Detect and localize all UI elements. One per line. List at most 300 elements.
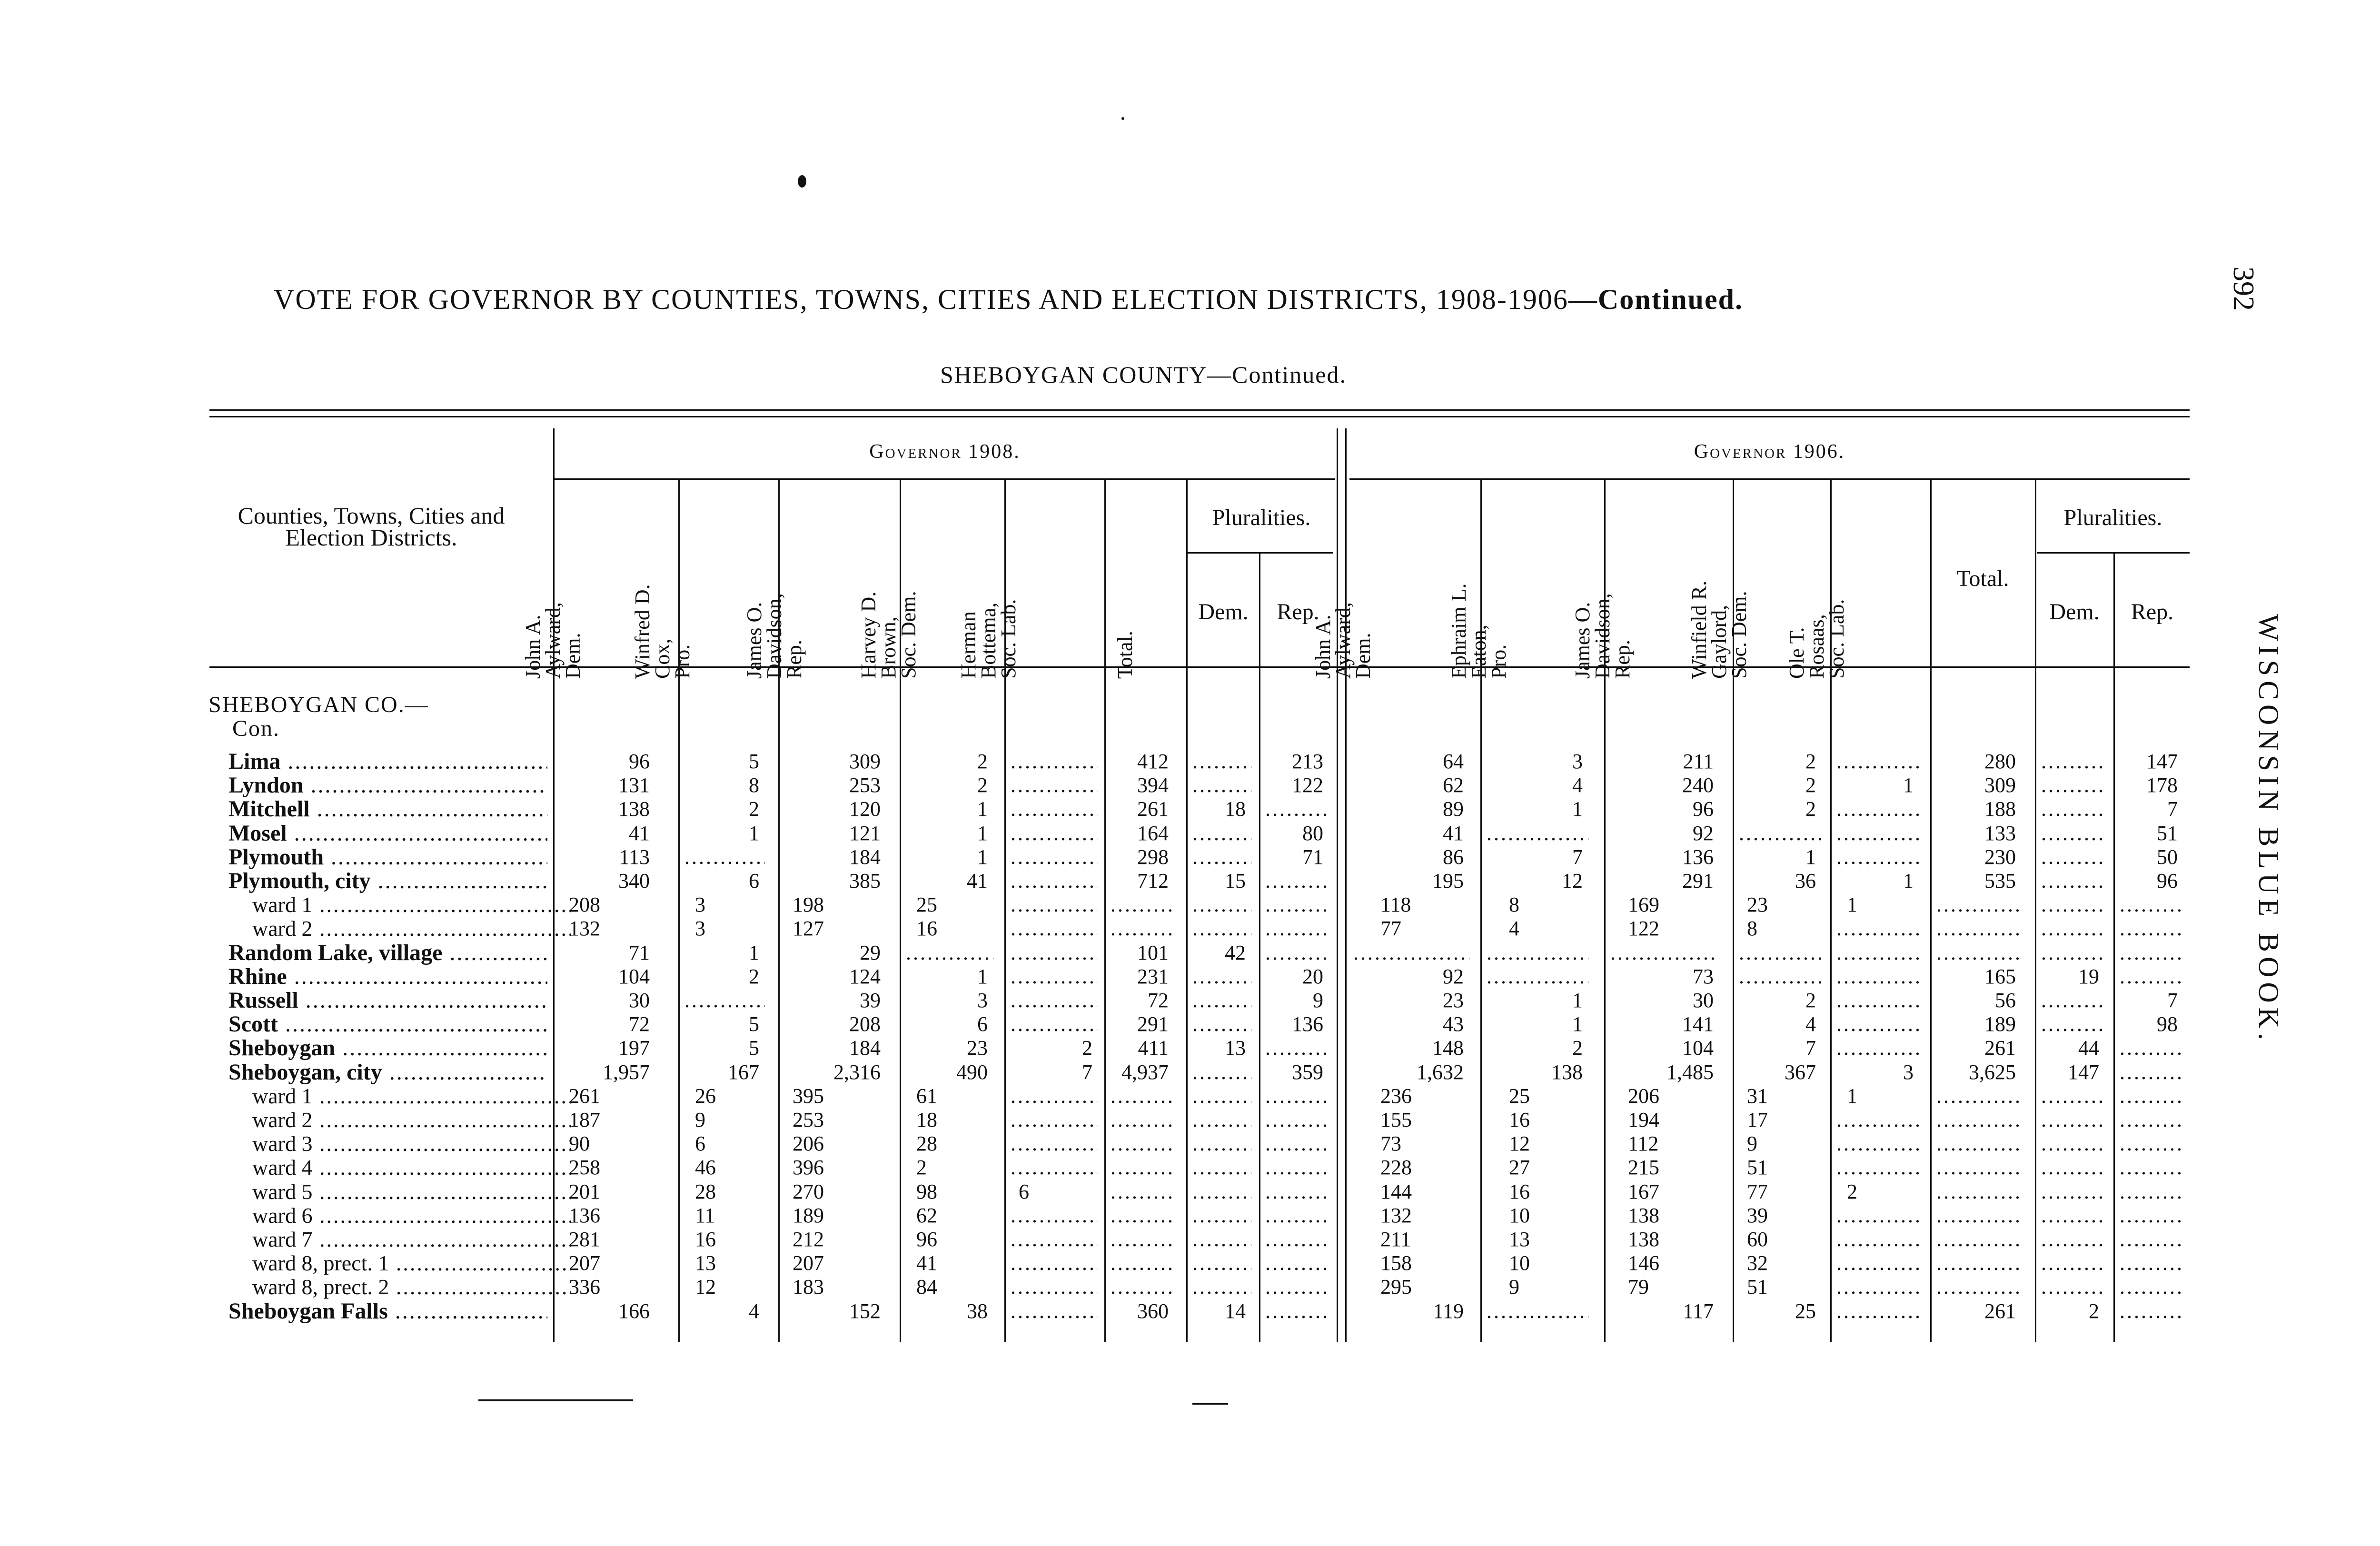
group-rule-1908 xyxy=(555,478,1335,480)
empty-leader-cell xyxy=(1011,797,1098,821)
vote-cell-1906: 73 xyxy=(1693,964,1714,988)
table-row xyxy=(0,797,2199,821)
empty-leader-cell xyxy=(2041,989,2105,1012)
vote-cell-1908: 253 xyxy=(793,1108,824,1131)
vote-cell-1908: 5 xyxy=(749,1012,759,1036)
vote-cell-1908: 207 xyxy=(793,1251,824,1275)
empty-leader-cell xyxy=(2120,1228,2183,1251)
vote-cell-1908: 8 xyxy=(749,773,759,797)
vote-cell-1906: 9 xyxy=(1747,1132,1757,1156)
empty-leader-cell xyxy=(2120,1156,2183,1179)
empty-leader-cell xyxy=(1265,1036,1329,1060)
table-row xyxy=(0,989,2199,1012)
vote-cell-1906: 51 xyxy=(1747,1275,1768,1299)
empty-leader-cell xyxy=(2041,917,2105,941)
empty-leader-cell xyxy=(1192,1251,1251,1275)
empty-leader-cell xyxy=(1192,917,1251,941)
empty-leader-cell xyxy=(1011,773,1098,797)
row-label: Plymouth, city ..... xyxy=(228,869,547,893)
empty-leader-cell xyxy=(1011,1108,1098,1132)
empty-leader-cell xyxy=(1836,1275,1919,1299)
vote-cell-1908: 29 xyxy=(860,941,881,964)
vote-cell-1906: 96 xyxy=(2157,869,2178,892)
vote-cell-1908: 258 xyxy=(569,1156,600,1179)
vote-cell-1908: 2 xyxy=(1082,1036,1092,1060)
empty-leader-cell xyxy=(1265,1108,1329,1132)
vote-cell-1906: 138 xyxy=(1551,1060,1583,1084)
vote-cell-1906: 309 xyxy=(1984,773,2016,797)
top-double-rule xyxy=(209,409,2190,411)
empty-leader-cell xyxy=(1011,1275,1098,1299)
vote-cell-1906: 64 xyxy=(1443,750,1464,773)
vote-cell-1906: 92 xyxy=(1443,964,1464,988)
vote-cell-1908: 28 xyxy=(695,1179,716,1203)
vote-cell-1908: 30 xyxy=(629,989,650,1012)
table-row xyxy=(0,1108,2199,1132)
vote-cell-1906: 215 xyxy=(1628,1156,1659,1179)
empty-leader-cell xyxy=(1265,917,1329,941)
empty-leader-cell xyxy=(1192,1228,1251,1251)
vote-cell-1908: 13 xyxy=(1225,1036,1246,1060)
vote-cell-1908: 16 xyxy=(695,1228,716,1251)
vote-cell-1908: 41 xyxy=(629,821,650,845)
vote-cell-1906: 144 xyxy=(1380,1179,1412,1203)
row-label: Random Lake, village ..... xyxy=(228,941,547,965)
table-row xyxy=(0,750,2199,773)
empty-leader-cell xyxy=(1836,1156,1919,1179)
empty-leader-cell xyxy=(1936,1180,2022,1204)
vote-cell-1908: 136 xyxy=(569,1203,600,1227)
empty-leader-cell xyxy=(1936,917,2022,941)
empty-leader-cell xyxy=(2041,1180,2105,1204)
vote-cell-1908: 281 xyxy=(569,1228,600,1251)
vote-cell-1908: 231 xyxy=(1137,964,1169,988)
vote-cell-1908: 122 xyxy=(1292,773,1323,797)
empty-leader-cell xyxy=(2041,1204,2105,1228)
vote-cell-1908: 18 xyxy=(916,1108,937,1131)
top-double-rule xyxy=(209,416,2190,417)
vote-cell-1906: 194 xyxy=(1628,1108,1659,1131)
vote-cell-1906: 77 xyxy=(1747,1179,1768,1203)
vote-cell-1906: 189 xyxy=(1984,1012,2016,1036)
empty-leader-cell xyxy=(1610,941,1719,965)
empty-leader-cell xyxy=(1265,1228,1329,1251)
empty-leader-cell xyxy=(1836,1299,1919,1323)
empty-leader-cell xyxy=(2041,1251,2105,1275)
vote-cell-1906: 1 xyxy=(1847,893,1857,917)
empty-leader-cell xyxy=(1265,1156,1329,1179)
empty-leader-cell xyxy=(1265,1275,1329,1299)
vote-cell-1908: 2 xyxy=(977,773,988,797)
vote-cell-1906: 138 xyxy=(1628,1203,1659,1227)
empty-leader-cell xyxy=(2041,1084,2105,1108)
table-row xyxy=(0,1036,2199,1060)
vote-cell-1906: 188 xyxy=(1984,797,2016,821)
table-row xyxy=(0,1132,2199,1156)
empty-leader-cell xyxy=(1265,1180,1329,1204)
vote-cell-1908: 124 xyxy=(849,964,881,988)
vote-cell-1906: 2 xyxy=(1805,989,1816,1012)
vote-cell-1906: 7 xyxy=(2167,797,2178,821)
vote-cell-1906: 2 xyxy=(1805,750,1816,773)
empty-leader-cell xyxy=(1011,1156,1098,1179)
row-label: ward 5 ..... xyxy=(252,1180,571,1204)
row-label: Russell ..... xyxy=(228,989,547,1012)
vote-cell-1908: 113 xyxy=(619,845,650,869)
table-row xyxy=(0,893,2199,917)
vote-cell-1906: 73 xyxy=(1380,1132,1401,1156)
vote-cell-1906: 44 xyxy=(2078,1036,2099,1060)
vote-cell-1908: 184 xyxy=(849,845,881,869)
vote-cell-1908: 121 xyxy=(849,821,881,845)
vote-cell-1908: 3 xyxy=(695,917,705,941)
vote-cell-1906: 10 xyxy=(1509,1203,1530,1227)
running-head: WISCONSIN BLUE BOOK. xyxy=(2253,614,2284,1045)
vote-cell-1906: 117 xyxy=(1683,1299,1714,1323)
empty-leader-cell xyxy=(2120,965,2183,989)
empty-leader-cell xyxy=(1936,1108,2022,1132)
empty-leader-cell xyxy=(2041,1108,2105,1132)
group-header-1906: Governor 1906. xyxy=(1694,441,1845,463)
vote-cell-1906: 62 xyxy=(1443,773,1464,797)
vote-cell-1908: 412 xyxy=(1137,750,1169,773)
vote-cell-1908: 26 xyxy=(695,1084,716,1108)
vote-cell-1906: 1 xyxy=(1572,1012,1583,1036)
empty-leader-cell xyxy=(1111,1180,1174,1204)
vote-cell-1906: 169 xyxy=(1628,893,1659,917)
vote-cell-1906: 1 xyxy=(1847,1084,1857,1108)
table-row xyxy=(0,1156,2199,1179)
vote-cell-1906: 89 xyxy=(1443,797,1464,821)
vote-cell-1906: 206 xyxy=(1628,1084,1659,1108)
empty-leader-cell xyxy=(1265,1084,1329,1108)
empty-leader-cell xyxy=(1192,1156,1251,1179)
empty-leader-cell xyxy=(1111,917,1174,941)
row-label: ward 1 ..... xyxy=(252,1084,571,1108)
vote-cell-1906: 230 xyxy=(1984,845,2016,869)
empty-leader-cell xyxy=(1011,965,1098,989)
vote-cell-1908: 131 xyxy=(618,773,650,797)
empty-leader-cell xyxy=(1265,1251,1329,1275)
vote-cell-1906: 155 xyxy=(1380,1108,1412,1131)
vote-cell-1906: 4 xyxy=(1572,773,1583,797)
empty-leader-cell xyxy=(1111,1084,1174,1108)
vote-cell-1908: 18 xyxy=(1225,797,1246,821)
vote-cell-1906: 8 xyxy=(1747,917,1757,941)
vote-cell-1906: 122 xyxy=(1628,917,1659,941)
vote-cell-1906: 158 xyxy=(1380,1251,1412,1275)
footer-rule xyxy=(478,1399,633,1401)
vote-cell-1908: 7 xyxy=(1082,1060,1092,1084)
vote-cell-1906: 119 xyxy=(1433,1299,1464,1323)
vote-cell-1908: 127 xyxy=(793,917,824,941)
vote-cell-1908: 198 xyxy=(793,893,824,917)
vote-cell-1906: 9 xyxy=(1509,1275,1519,1299)
vote-cell-1906: 165 xyxy=(1984,964,2016,988)
vote-cell-1908: 72 xyxy=(629,1012,650,1036)
empty-leader-cell xyxy=(1487,822,1588,845)
vote-cell-1906: 4 xyxy=(1509,917,1519,941)
vote-cell-1906: 10 xyxy=(1509,1251,1530,1275)
empty-leader-cell xyxy=(1836,1132,1919,1156)
empty-leader-cell xyxy=(1265,1299,1329,1323)
table-row xyxy=(0,1251,2199,1275)
empty-leader-cell xyxy=(1353,941,1469,965)
vote-cell-1908: 14 xyxy=(1225,1299,1246,1323)
vote-cell-1908: 1 xyxy=(977,964,988,988)
vote-cell-1908: 90 xyxy=(569,1132,590,1156)
vote-cell-1908: 132 xyxy=(569,917,600,941)
vote-cell-1906: 291 xyxy=(1682,869,1714,892)
row-label: Sheboygan, city ..... xyxy=(228,1060,547,1084)
empty-leader-cell xyxy=(1836,822,1919,845)
vote-cell-1908: 183 xyxy=(793,1275,824,1299)
empty-leader-cell xyxy=(1192,1204,1251,1228)
vote-cell-1908: 253 xyxy=(849,773,881,797)
row-label: ward 2 ..... xyxy=(252,1108,571,1132)
vote-cell-1908: 42 xyxy=(1225,941,1246,964)
vote-cell-1906: 261 xyxy=(1984,1036,2016,1060)
empty-leader-cell xyxy=(1111,893,1174,917)
empty-leader-cell xyxy=(1111,1156,1174,1179)
vote-cell-1906: 51 xyxy=(2157,821,2178,845)
vote-cell-1908: 80 xyxy=(1302,821,1323,845)
table-row xyxy=(0,1275,2199,1299)
vote-cell-1908: 291 xyxy=(1137,1012,1169,1036)
vote-cell-1908: 96 xyxy=(629,750,650,773)
vote-cell-1906: 98 xyxy=(2157,1012,2178,1036)
vote-cell-1906: 112 xyxy=(1628,1132,1659,1156)
vote-cell-1906: 77 xyxy=(1380,917,1401,941)
vote-cell-1906: 3 xyxy=(1572,750,1583,773)
vote-cell-1908: 298 xyxy=(1137,845,1169,869)
empty-leader-cell xyxy=(1836,1108,1919,1132)
vote-cell-1906: 50 xyxy=(2157,845,2178,869)
table-row xyxy=(0,773,2199,797)
vote-cell-1908: 136 xyxy=(1292,1012,1323,1036)
empty-leader-cell xyxy=(2041,773,2105,797)
empty-leader-cell xyxy=(2041,1156,2105,1179)
row-label: ward 8, prect. 1 ..... xyxy=(252,1251,571,1275)
vote-cell-1906: 104 xyxy=(1682,1036,1714,1060)
vote-cell-1908: 1 xyxy=(977,821,988,845)
vote-cell-1908: 2 xyxy=(977,750,988,773)
vote-cell-1908: 104 xyxy=(618,964,650,988)
empty-leader-cell xyxy=(1936,1132,2022,1156)
table-row xyxy=(0,1180,2199,1204)
empty-leader-cell xyxy=(1836,1228,1919,1251)
empty-leader-cell xyxy=(1192,1132,1251,1156)
empty-leader-cell xyxy=(1265,1132,1329,1156)
empty-leader-cell xyxy=(1192,845,1251,869)
empty-leader-cell xyxy=(1836,989,1919,1012)
empty-leader-cell xyxy=(1265,941,1329,965)
row-label: Lyndon ..... xyxy=(228,773,547,797)
empty-leader-cell xyxy=(1011,1084,1098,1108)
table-row xyxy=(0,941,2199,965)
vote-cell-1906: 30 xyxy=(1693,989,1714,1012)
empty-leader-cell xyxy=(1487,941,1588,965)
empty-leader-cell xyxy=(1265,797,1329,821)
vote-cell-1908: 20 xyxy=(1302,964,1323,988)
county-heading: SHEBOYGAN CO.— Con. xyxy=(208,692,429,741)
page-subtitle: SHEBOYGAN COUNTY—Continued. xyxy=(940,361,1347,388)
vote-cell-1908: 71 xyxy=(1302,845,1323,869)
vote-cell-1908: 152 xyxy=(849,1299,881,1323)
vote-cell-1908: 2 xyxy=(916,1156,927,1179)
empty-leader-cell xyxy=(1192,1180,1251,1204)
vote-cell-1908: 11 xyxy=(695,1203,715,1227)
empty-leader-cell xyxy=(1739,965,1822,989)
row-label: ward 6 ..... xyxy=(252,1204,571,1228)
vote-cell-1906: 8 xyxy=(1509,893,1519,917)
vote-cell-1906: 211 xyxy=(1380,1228,1411,1251)
vote-cell-1906: 12 xyxy=(1509,1132,1530,1156)
empty-leader-cell xyxy=(2120,1299,2183,1323)
empty-leader-cell xyxy=(1011,1132,1098,1156)
empty-leader-cell xyxy=(2120,1084,2183,1108)
vote-cell-1906: 141 xyxy=(1682,1012,1714,1036)
empty-leader-cell xyxy=(1836,941,1919,965)
vote-cell-1908: 208 xyxy=(569,893,600,917)
empty-leader-cell xyxy=(1111,1204,1174,1228)
empty-leader-cell xyxy=(1836,917,1919,941)
empty-leader-cell xyxy=(1936,1251,2022,1275)
vote-cell-1908: 261 xyxy=(569,1084,600,1108)
vote-cell-1908: 72 xyxy=(1148,989,1169,1012)
vote-cell-1906: 23 xyxy=(1443,989,1464,1012)
vote-cell-1908: 138 xyxy=(618,797,650,821)
vote-cell-1906: 16 xyxy=(1509,1108,1530,1131)
table-row xyxy=(0,845,2199,869)
empty-leader-cell xyxy=(2041,1228,2105,1251)
vote-cell-1908: 15 xyxy=(1225,869,1246,892)
vote-cell-1906: 195 xyxy=(1432,869,1464,892)
vote-cell-1908: 62 xyxy=(916,1203,937,1227)
row-label: Sheboygan ..... xyxy=(228,1036,547,1060)
vote-cell-1908: 5 xyxy=(749,1036,759,1060)
empty-leader-cell xyxy=(2041,822,2105,845)
vote-cell-1908: 96 xyxy=(916,1228,937,1251)
vote-cell-1908: 184 xyxy=(849,1036,881,1060)
rep-header-1908: Rep. xyxy=(1277,599,1319,624)
vote-cell-1908: 187 xyxy=(569,1108,600,1131)
empty-leader-cell xyxy=(1111,1132,1174,1156)
empty-leader-cell xyxy=(2120,1036,2183,1060)
empty-leader-cell xyxy=(1192,893,1251,917)
vote-cell-1908: 38 xyxy=(967,1299,988,1323)
empty-leader-cell xyxy=(2041,893,2105,917)
vote-cell-1908: 6 xyxy=(749,869,759,892)
vote-cell-1908: 39 xyxy=(860,989,881,1012)
vote-cell-1906: 92 xyxy=(1693,821,1714,845)
empty-leader-cell xyxy=(1192,1275,1251,1299)
vote-cell-1906: 25 xyxy=(1509,1084,1530,1108)
pluralities-header-1908: Pluralities. xyxy=(1212,505,1311,530)
table-row xyxy=(0,917,2199,941)
vote-cell-1906: 2 xyxy=(1805,797,1816,821)
vote-cell-1908: 12 xyxy=(695,1275,716,1299)
empty-leader-cell xyxy=(1936,1084,2022,1108)
empty-leader-cell xyxy=(1011,1228,1098,1251)
empty-leader-cell xyxy=(1111,1108,1174,1132)
empty-leader-cell xyxy=(1487,1299,1588,1323)
empty-leader-cell xyxy=(2041,797,2105,821)
dem-header-1908: Dem. xyxy=(1198,599,1249,624)
group-rule-1906 xyxy=(1349,478,2190,480)
vote-cell-1906: 1 xyxy=(1903,869,1914,892)
vote-cell-1906: 295 xyxy=(1380,1275,1412,1299)
vote-cell-1906: 96 xyxy=(1693,797,1714,821)
vote-cell-1906: 51 xyxy=(1747,1156,1768,1179)
table-row xyxy=(0,1060,2199,1084)
vote-cell-1908: 261 xyxy=(1137,797,1169,821)
vote-cell-1908: 207 xyxy=(569,1251,600,1275)
vote-cell-1908: 360 xyxy=(1137,1299,1169,1323)
vote-cell-1908: 120 xyxy=(849,797,881,821)
empty-leader-cell xyxy=(1265,1204,1329,1228)
vote-cell-1908: 395 xyxy=(793,1084,824,1108)
vote-cell-1906: 7 xyxy=(1805,1036,1816,1060)
empty-leader-cell xyxy=(1011,1204,1098,1228)
vote-cell-1908: 4 xyxy=(749,1299,759,1323)
empty-leader-cell xyxy=(1265,893,1329,917)
vote-cell-1906: 1 xyxy=(1805,845,1816,869)
vote-cell-1908: 201 xyxy=(569,1179,600,1203)
vote-cell-1906: 3,625 xyxy=(1969,1060,2016,1084)
vote-cell-1906: 23 xyxy=(1747,893,1768,917)
ink-speck xyxy=(1121,117,1124,120)
empty-leader-cell xyxy=(1192,750,1251,773)
empty-leader-cell xyxy=(1192,1108,1251,1132)
vote-cell-1906: 1 xyxy=(1903,773,1914,797)
vote-cell-1906: 1,632 xyxy=(1417,1060,1464,1084)
vote-cell-1906: 146 xyxy=(1628,1251,1659,1275)
empty-leader-cell xyxy=(1011,1299,1098,1323)
vote-cell-1906: 39 xyxy=(1747,1203,1768,1227)
page-title: VOTE FOR GOVERNOR BY COUNTIES, TOWNS, CITIES AND ELECTION DISTRICTS, 1908-1906—Continued. xyxy=(274,284,1743,315)
empty-leader-cell xyxy=(1836,797,1919,821)
vote-cell-1906: 17 xyxy=(1747,1108,1768,1131)
vote-cell-1906: 31 xyxy=(1747,1084,1768,1108)
vote-cell-1908: 1 xyxy=(749,941,759,964)
vote-cell-1906: 16 xyxy=(1509,1179,1530,1203)
empty-leader-cell xyxy=(1011,750,1098,773)
vote-cell-1908: 84 xyxy=(916,1275,937,1299)
vote-cell-1908: 4,937 xyxy=(1121,1060,1169,1084)
vote-cell-1906: 228 xyxy=(1380,1156,1412,1179)
vote-cell-1906: 1 xyxy=(1572,989,1583,1012)
vote-cell-1908: 1 xyxy=(749,821,759,845)
vote-cell-1908: 25 xyxy=(916,893,937,917)
row-label: Mitchell ..... xyxy=(228,797,547,821)
empty-leader-cell xyxy=(1192,822,1251,845)
column-header-1906-total: Total. xyxy=(1956,566,2009,591)
vote-cell-1908: 385 xyxy=(849,869,881,892)
vote-cell-1908: 5 xyxy=(749,750,759,773)
table-row xyxy=(0,965,2199,989)
empty-leader-cell xyxy=(1739,822,1822,845)
vote-cell-1908: 213 xyxy=(1292,750,1323,773)
vote-cell-1906: 2 xyxy=(1805,773,1816,797)
vote-cell-1908: 197 xyxy=(618,1036,650,1060)
table-row xyxy=(0,869,2199,893)
table-row xyxy=(0,1204,2199,1228)
vote-cell-1908: 28 xyxy=(916,1132,937,1156)
stub-header: Counties, Towns, Cities and Election Districts. xyxy=(238,502,505,551)
row-label: ward 2 ..... xyxy=(252,917,571,941)
empty-leader-cell xyxy=(1836,845,1919,869)
